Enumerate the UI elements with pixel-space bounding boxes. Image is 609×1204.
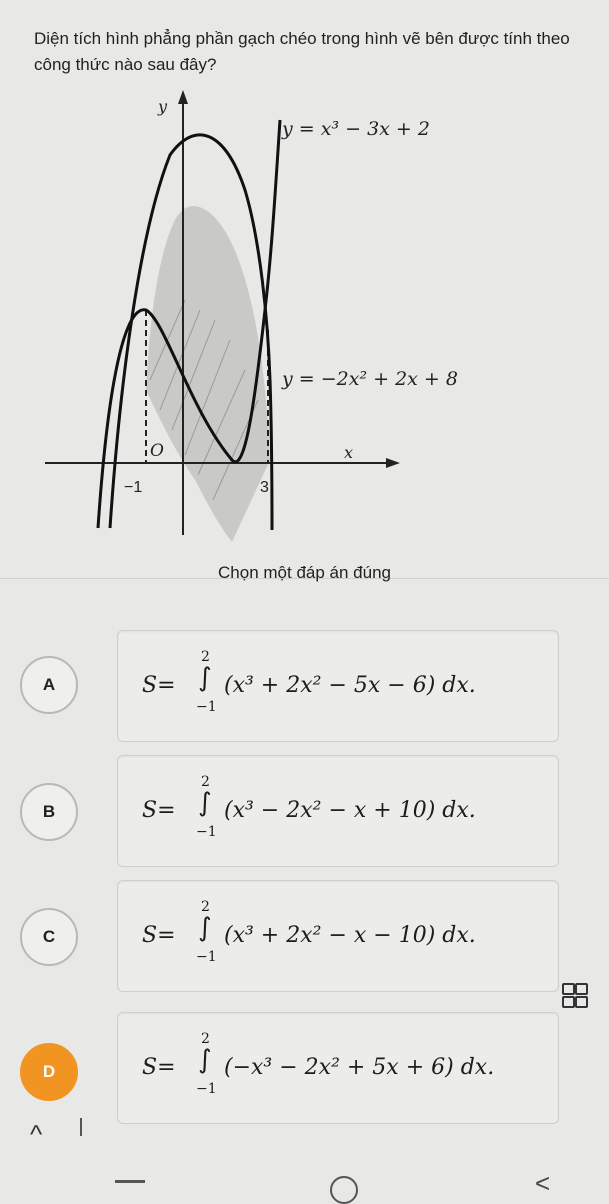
answer-prompt: Chọn một đáp án đúng [218, 563, 391, 582]
option-d-letter[interactable]: D [20, 1043, 78, 1101]
option-c-box[interactable] [117, 880, 559, 992]
x-axis-arrow [386, 458, 400, 468]
option-d-box[interactable] [117, 1012, 559, 1124]
tick-label-3: 3 [260, 479, 269, 496]
integrand: (x³ + 2x² − 5x − 6) dx. [224, 673, 476, 698]
integrand: (−x³ − 2x² + 5x + 6) dx. [224, 1055, 495, 1080]
formula-lhs: S= [142, 673, 176, 698]
upper-limit: 2 [201, 649, 210, 665]
cut-off-header-text [60, 0, 64, 10]
y-axis-label: y [158, 97, 168, 116]
formula-lhs: S= [142, 798, 176, 823]
option-d [0, 1012, 609, 1127]
lower-limit: −1 [196, 699, 217, 715]
integral-sign: 2 ∫ −1 [196, 899, 217, 965]
area-graph [0, 80, 609, 550]
integrand: (x³ − 2x² − x + 10) dx. [224, 798, 476, 823]
lower-limit: −1 [196, 824, 217, 840]
integrand: (x³ + 2x² − x − 10) dx. [224, 923, 476, 948]
origin-label: O [150, 441, 164, 461]
option-a-box[interactable] [117, 630, 559, 742]
caret-up-icon[interactable]: ^ [30, 1119, 43, 1149]
integral-sign: 2 ∫ −1 [196, 649, 217, 715]
curve2-label: y = −2x² + 2x + 8 [282, 368, 458, 390]
option-c [0, 880, 609, 995]
upper-limit: 2 [201, 899, 210, 915]
nav-recents-icon[interactable] [115, 1180, 145, 1183]
option-a-letter[interactable]: A [20, 656, 78, 714]
option-b-box[interactable] [117, 755, 559, 867]
formula-lhs: S= [142, 1055, 176, 1080]
tick-label-minus1: −1 [124, 479, 143, 496]
lower-limit: −1 [196, 1081, 217, 1097]
nav-back-icon[interactable]: < [535, 1168, 551, 1198]
upper-limit: 2 [201, 774, 210, 790]
shaded-region [146, 206, 270, 542]
y-axis-arrow [178, 90, 188, 104]
integral-sign: 2 ∫ −1 [196, 774, 217, 840]
option-b [0, 755, 609, 870]
option-c-letter[interactable]: C [20, 908, 78, 966]
grid-view-icon[interactable] [562, 983, 588, 1009]
panel-edge [80, 1118, 172, 1136]
nav-home-icon[interactable] [330, 1176, 358, 1204]
x-axis-label: x [344, 443, 354, 462]
formula-lhs: S= [142, 923, 176, 948]
option-a [0, 630, 609, 745]
upper-limit: 2 [201, 1031, 210, 1047]
lower-limit: −1 [196, 949, 217, 965]
question-text: Diện tích hình phẳng phần gạch chéo trong hình vẽ bên được tính theo công thức nào sau đây? [34, 29, 570, 74]
integral-sign: 2 ∫ −1 [196, 1031, 217, 1097]
curve1-label: y = x³ − 3x + 2 [282, 118, 430, 140]
option-b-letter[interactable]: B [20, 783, 78, 841]
